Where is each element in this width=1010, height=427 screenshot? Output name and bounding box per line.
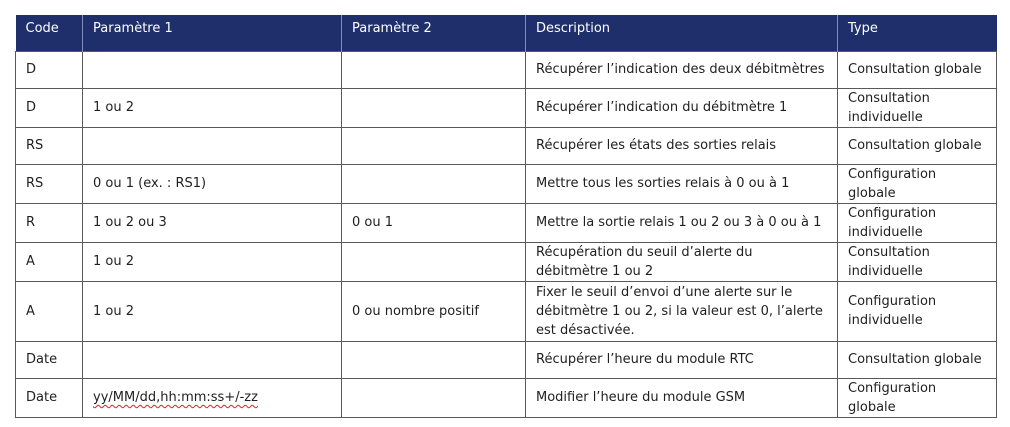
- cell-description: Mettre tous les sorties relais à 0 ou à 1: [526, 164, 838, 203]
- cell-param1: 1 ou 2: [83, 281, 342, 341]
- cell-code: D: [16, 88, 83, 127]
- cell-param2: 0 ou nombre positif: [342, 281, 526, 341]
- cell-description: Récupérer l’indication des deux débitmètres: [526, 51, 838, 88]
- cell-code: A: [16, 242, 83, 281]
- cell-description: Modifier l’heure du module GSM: [526, 378, 838, 417]
- header-type: Type: [848, 21, 878, 36]
- cell-param1: [83, 341, 342, 378]
- cell-description: Fixer le seuil d’envoi d’une alerte sur le débitmètre 1 ou 2, si la valeur est 0, l’alerte est désactivée.: [526, 281, 838, 341]
- cell-param1: 1 ou 2 ou 3: [83, 203, 342, 242]
- command-table-container: [15, 15, 997, 418]
- cell-type: Configuration individuelle: [838, 203, 997, 242]
- cell-code: A: [16, 281, 83, 341]
- cell-type: Consultation individuelle: [838, 242, 997, 281]
- cell-param2: 0 ou 1: [342, 203, 526, 242]
- header-code: Code: [16, 15, 83, 51]
- cell-description: Mettre la sortie relais 1 ou 2 ou 3 à 0 ou à 1: [526, 203, 838, 242]
- cell-type: Consultation globale: [838, 51, 997, 88]
- table-header: [16, 15, 997, 51]
- table-row: [16, 88, 997, 127]
- cell-param1: 0 ou 1 (ex. : RS1): [83, 164, 342, 203]
- cell-type: Configuration individuelle: [838, 281, 997, 341]
- table-row: [16, 127, 997, 164]
- command-table: [15, 15, 997, 418]
- cell-code: R: [16, 203, 83, 242]
- cell-param2: [342, 164, 526, 203]
- cell-code: RS: [16, 127, 83, 164]
- cell-description: Récupérer l’indication du débitmètre 1: [526, 88, 838, 127]
- table-body: [16, 51, 997, 417]
- cell-code: Date: [16, 341, 83, 378]
- cell-type: Configuration globale: [838, 378, 997, 417]
- cell-param2: [342, 378, 526, 417]
- cell-type: Consultation globale: [838, 341, 997, 378]
- cell-param1: 1 ou 2: [83, 88, 342, 127]
- cell-type: Consultation individuelle: [838, 88, 997, 127]
- table-row: [16, 51, 997, 88]
- datetime-format-text: yy/MM/dd,hh:mm:ss+/-zz: [93, 390, 258, 405]
- table-row: [16, 164, 997, 203]
- table-row: [16, 341, 997, 378]
- cell-param1: [83, 51, 342, 88]
- table-row: [16, 281, 997, 341]
- cell-param2: [342, 341, 526, 378]
- table-row: [16, 242, 997, 281]
- header-param1: Paramètre 1: [83, 15, 342, 51]
- table-row: [16, 378, 997, 417]
- header-param2: Paramètre 2: [342, 15, 526, 51]
- cell-code: D: [16, 51, 83, 88]
- cell-description: Récupération du seuil d’alerte du débitmètre 1 ou 2: [526, 242, 838, 281]
- cell-description: Récupérer les états des sorties relais: [526, 127, 838, 164]
- cell-param1: [83, 378, 342, 417]
- cell-param2: [342, 242, 526, 281]
- cell-param2: [342, 51, 526, 88]
- cell-code: RS: [16, 164, 83, 203]
- cell-param2: [342, 88, 526, 127]
- cell-param1: 1 ou 2: [83, 242, 342, 281]
- header-description: Description: [526, 15, 838, 51]
- header-row: [16, 15, 997, 51]
- cell-param1: [83, 127, 342, 164]
- cell-type: Consultation globale: [838, 127, 997, 164]
- cell-description: Récupérer l’heure du module RTC: [526, 341, 838, 378]
- cell-param2: [342, 127, 526, 164]
- cell-code: Date: [16, 378, 83, 417]
- cell-type: Configuration globale: [838, 164, 997, 203]
- table-row: [16, 203, 997, 242]
